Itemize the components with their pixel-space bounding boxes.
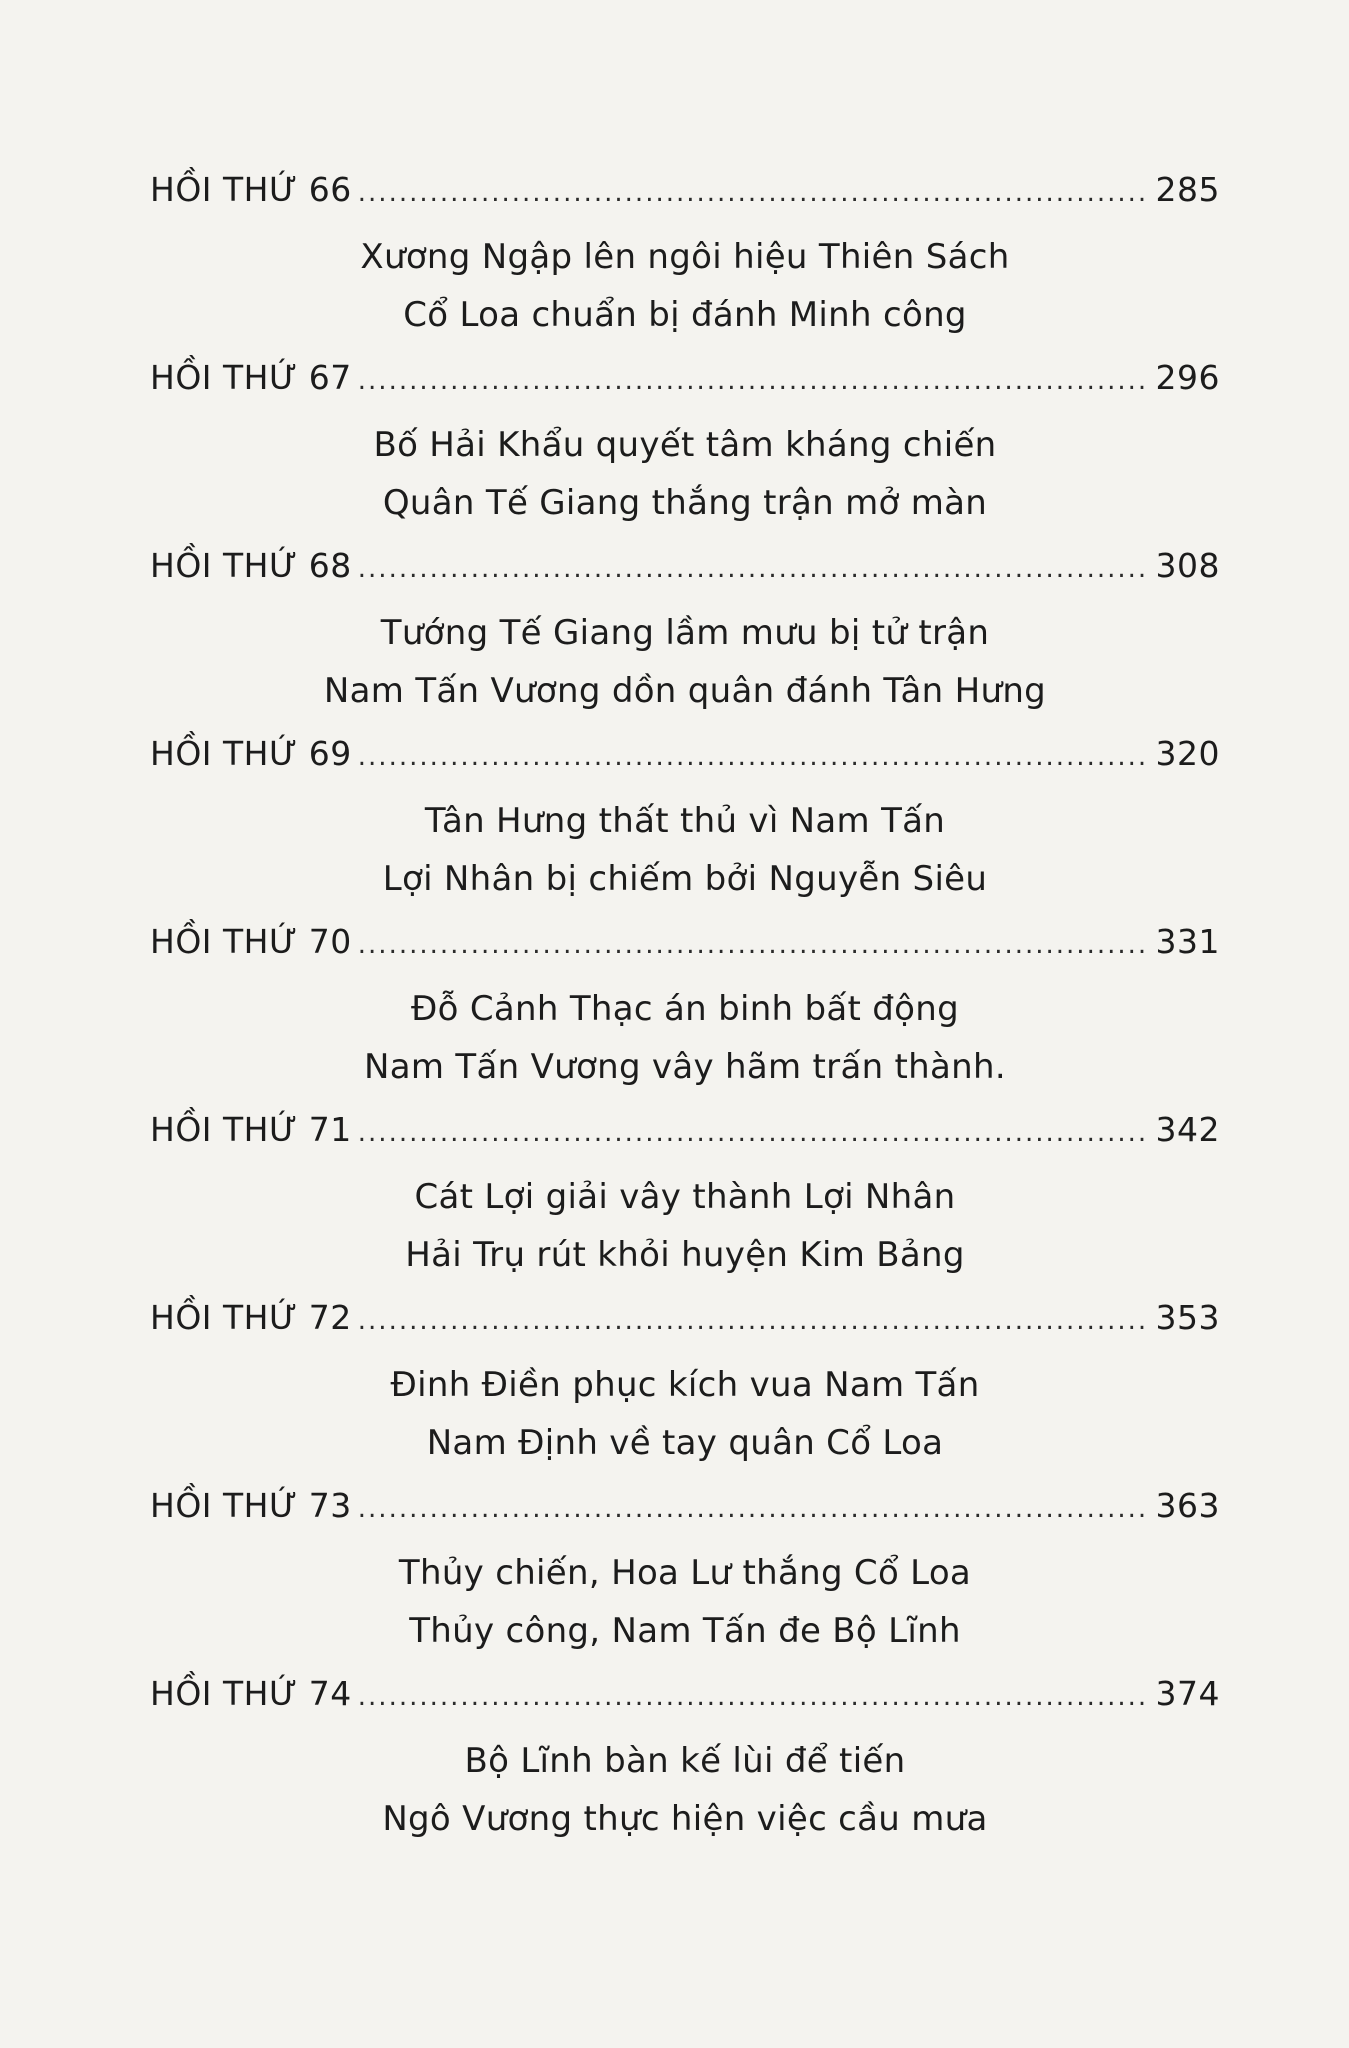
- page-number: 331: [1155, 922, 1220, 961]
- toc-entry-71: [150, 1110, 1220, 1298]
- chapter-heading: HỒI THỨ 66: [150, 170, 352, 209]
- toc-entry-74: [150, 1674, 1220, 1862]
- chapter-subtitle: Quân Tế Giang thắng trận mở màn: [382, 483, 988, 523]
- page-number: 308: [1155, 546, 1220, 585]
- dot-leader: [358, 1682, 1150, 1712]
- dot-leader: [358, 930, 1150, 960]
- chapter-subtitle: Đỗ Cảnh Thạc án binh bất động: [411, 989, 959, 1029]
- toc-heading-line: [150, 170, 1220, 226]
- chapter-subtitle: Hải Trụ rút khỏi huyện Kim Bảng: [405, 1235, 965, 1275]
- chapter-subtitle: Nam Tấn Vương vây hãm trấn thành.: [364, 1047, 1006, 1087]
- page-number: 374: [1155, 1674, 1220, 1713]
- chapter-heading: HỒI THỨ 74: [150, 1674, 352, 1713]
- toc-entry-66: [150, 170, 1220, 358]
- chapter-subtitle: Nam Tấn Vương dồn quân đánh Tân Hưng: [323, 671, 1047, 711]
- chapter-heading: HỒI THỨ 68: [150, 546, 352, 585]
- chapter-heading: HỒI THỨ 72: [150, 1298, 352, 1337]
- chapter-heading: HỒI THỨ 70: [150, 922, 352, 961]
- chapter-subtitle: Bố Hải Khẩu quyết tâm kháng chiến: [373, 425, 997, 465]
- toc-entry-68: [150, 546, 1220, 734]
- chapter-subtitle: Lợi Nhân bị chiếm bởi Nguyễn Siêu: [382, 859, 988, 899]
- page-number: 320: [1155, 734, 1220, 773]
- table-of-contents: [150, 170, 1220, 1862]
- toc-entry-70: [150, 922, 1220, 1110]
- toc-heading-line: [150, 1674, 1220, 1730]
- chapter-subtitle: Nam Định về tay quân Cổ Loa: [426, 1423, 944, 1463]
- chapter-subtitle: Thủy chiến, Hoa Lư thắng Cổ Loa: [398, 1553, 972, 1593]
- dot-leader: [358, 366, 1150, 396]
- chapter-subtitle: Bộ Lĩnh bàn kế lùi để tiến: [464, 1741, 906, 1781]
- chapter-subtitle: Thủy công, Nam Tấn đe Bộ Lĩnh: [409, 1611, 961, 1651]
- toc-entry-69: [150, 734, 1220, 922]
- toc-heading-line: [150, 546, 1220, 602]
- page-number: 342: [1155, 1110, 1220, 1149]
- chapter-subtitle: Tân Hưng thất thủ vì Nam Tấn: [424, 801, 946, 841]
- dot-leader: [358, 742, 1150, 772]
- chapter-subtitle: Tướng Tế Giang lầm mưu bị tử trận: [380, 613, 990, 653]
- toc-entry-73: [150, 1486, 1220, 1674]
- dot-leader: [358, 554, 1150, 584]
- dot-leader: [358, 1306, 1150, 1336]
- toc-heading-line: [150, 734, 1220, 790]
- chapter-subtitle: Đinh Điền phục kích vua Nam Tấn: [390, 1365, 980, 1405]
- page-number: 363: [1155, 1486, 1220, 1525]
- toc-heading-line: [150, 922, 1220, 978]
- toc-entry-72: [150, 1298, 1220, 1486]
- dot-leader: [358, 178, 1150, 208]
- chapter-subtitle: Xương Ngập lên ngôi hiệu Thiên Sách: [360, 237, 1010, 277]
- chapter-subtitle: Cổ Loa chuẩn bị đánh Minh công: [403, 295, 967, 335]
- toc-heading-line: [150, 1486, 1220, 1542]
- page-number: 285: [1155, 170, 1220, 209]
- page-number: 296: [1155, 358, 1220, 397]
- toc-heading-line: [150, 1298, 1220, 1354]
- toc-entry-67: [150, 358, 1220, 546]
- chapter-heading: HỒI THỨ 67: [150, 358, 352, 397]
- dot-leader: [358, 1118, 1150, 1148]
- page-number: 353: [1155, 1298, 1220, 1337]
- chapter-subtitle: Ngô Vương thực hiện việc cầu mưa: [382, 1799, 988, 1839]
- chapter-heading: HỒI THỨ 71: [150, 1110, 352, 1149]
- chapter-heading: HỒI THỨ 69: [150, 734, 352, 773]
- dot-leader: [358, 1494, 1150, 1524]
- toc-heading-line: [150, 1110, 1220, 1166]
- chapter-heading: HỒI THỨ 73: [150, 1486, 352, 1525]
- chapter-subtitle: Cát Lợi giải vây thành Lợi Nhân: [414, 1177, 956, 1217]
- toc-heading-line: [150, 358, 1220, 414]
